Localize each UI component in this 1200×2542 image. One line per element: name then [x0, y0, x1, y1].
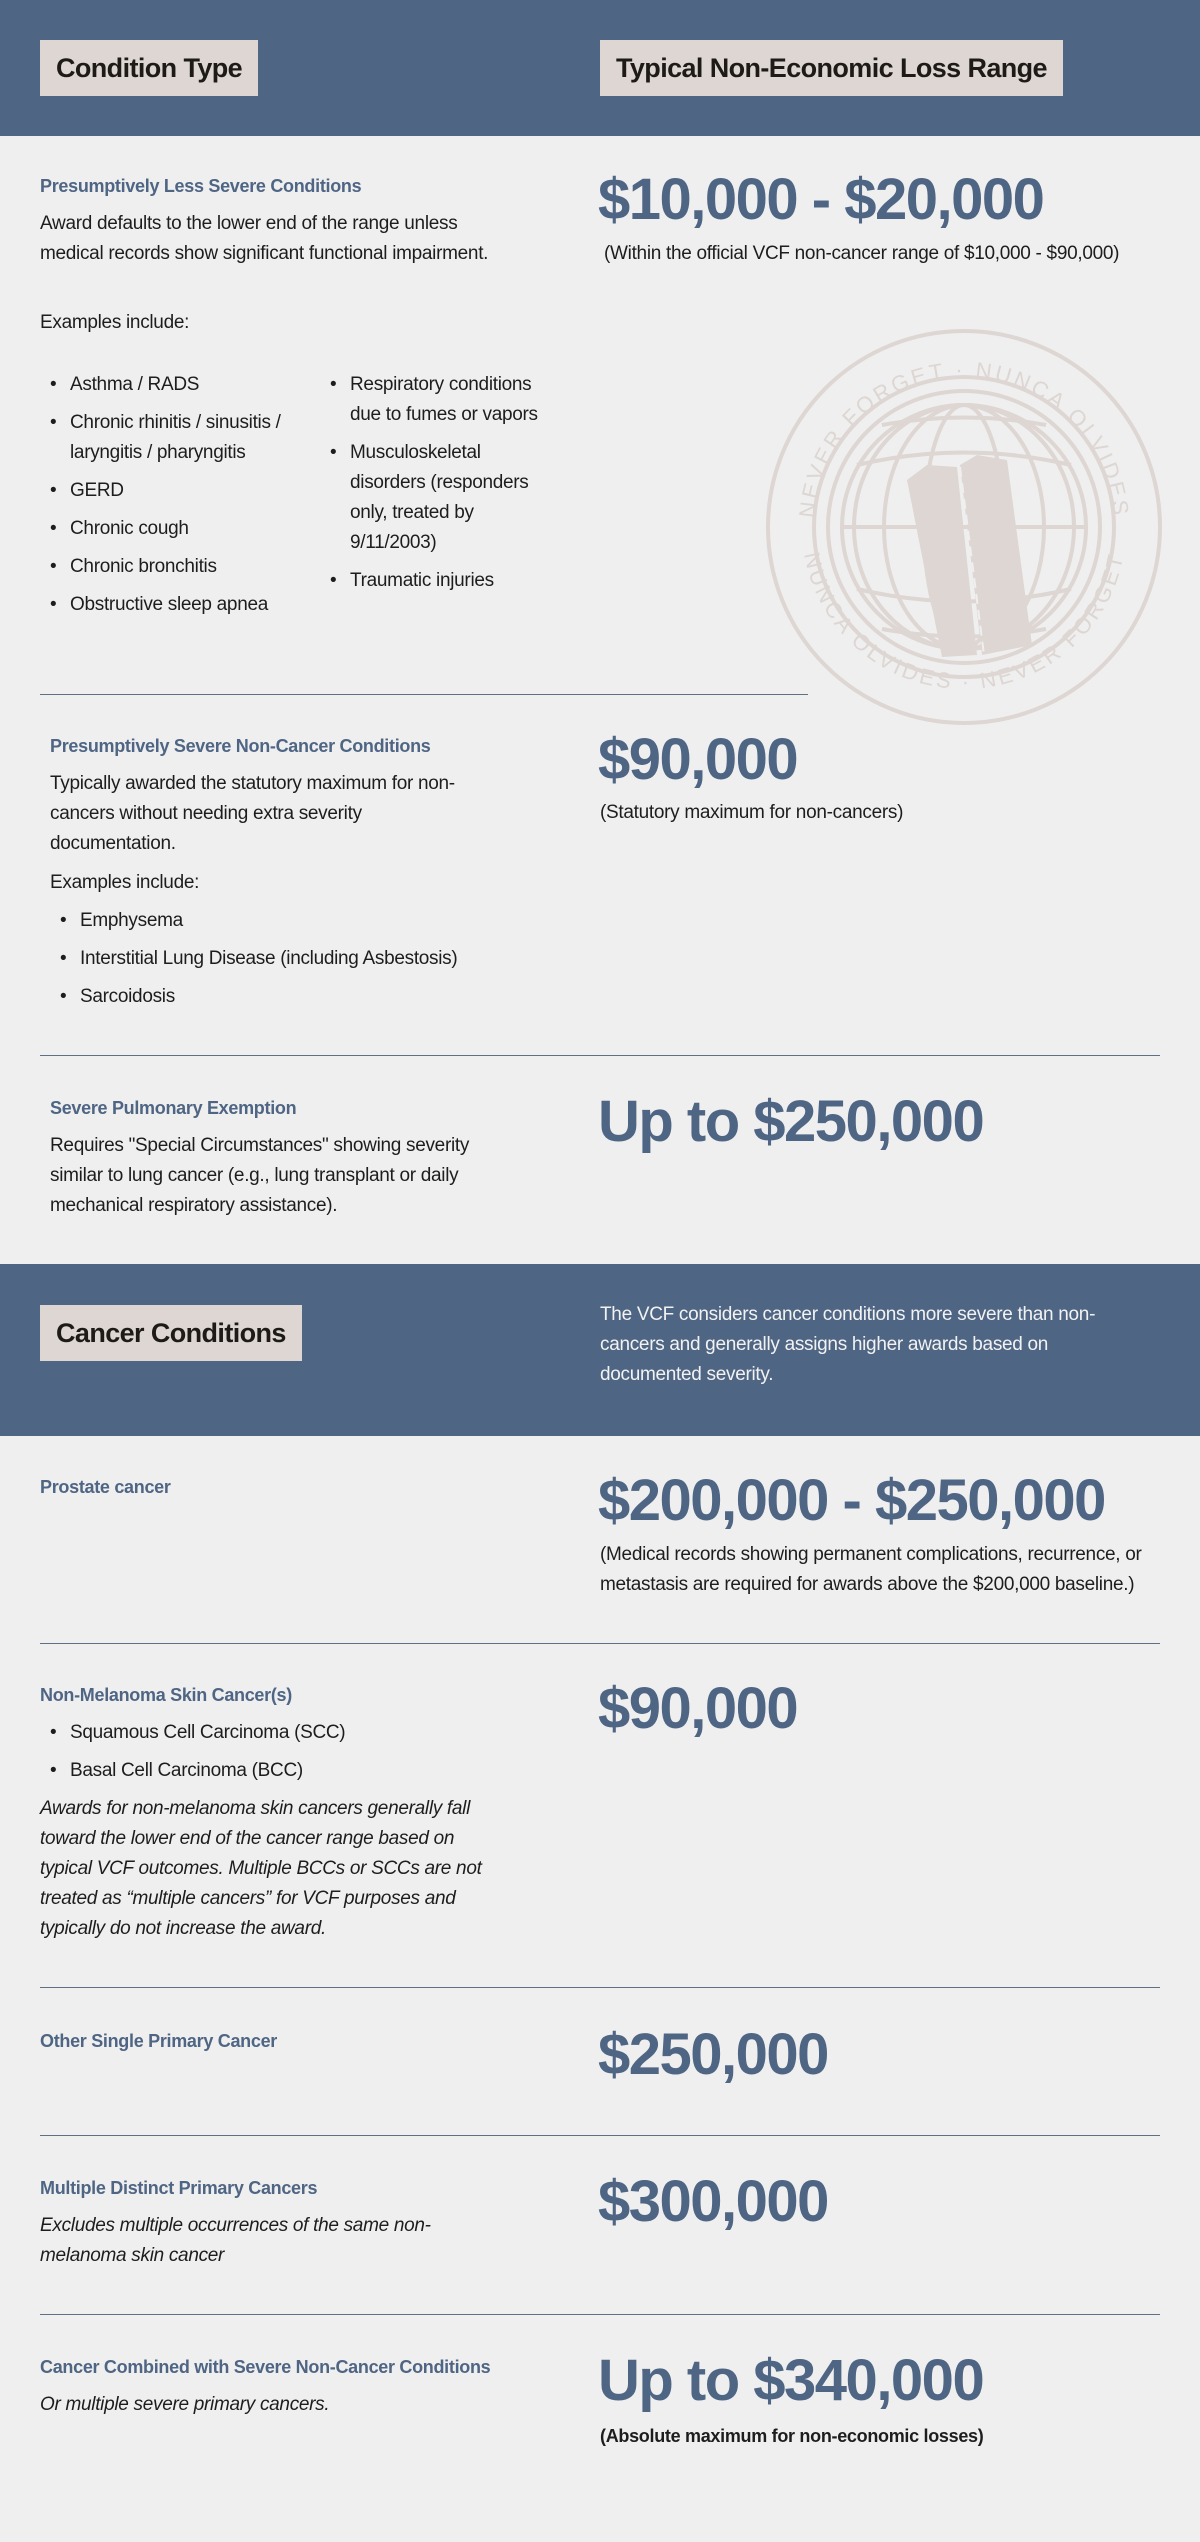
note-prostate: (Medical records showing permanent complications, recurrence, or metastasis are required for awards above the $200,000 baseline.) — [600, 1544, 1142, 1595]
column-header-loss-range: Typical Non-Economic Loss Range — [600, 40, 1063, 96]
note-combined: (Absolute maximum for non-economic losses) — [600, 2426, 984, 2446]
row-title-combined: Cancer Combined with Severe Non-Cancer Conditions — [40, 2357, 491, 2377]
note-severe-non-cancer: (Statutory maximum for non-cancers) — [600, 802, 904, 823]
row-description-multiple-primary: Excludes multiple occurrences of the same non-melanoma skin cancer — [40, 2215, 431, 2266]
never-forget-seal-icon — [762, 325, 1166, 729]
row-description-less-severe: Award defaults to the lower end of the range unless medical records show significant functional impairment. — [40, 213, 489, 264]
cancer-conditions-label: Cancer Conditions — [40, 1305, 302, 1361]
row-divider — [40, 1055, 1160, 1056]
list-item: • Obstructive sleep apnea — [40, 590, 320, 620]
row-title-multiple-primary: Multiple Distinct Primary Cancers — [40, 2178, 318, 2198]
row-description-severe-non-cancer: Typically awarded the statutory maximum for non-cancers without needing extra severity documentation. — [50, 773, 455, 854]
amount-severe-pulmonary: Up to $250,000 — [598, 1089, 984, 1154]
row-divider — [40, 2314, 1160, 2315]
examples-label-severe-non-cancer: Examples include: — [50, 872, 200, 893]
svg-text:NEVER FORGET · NUNCA OLVIDES: NEVER FORGET · NUNCA OLVIDES — [794, 356, 1134, 520]
list-item: • Chronic rhinitis / sinusitis / laryngitis / pharyngitis — [40, 408, 320, 468]
amount-prostate: $200,000 - $250,000 — [598, 1468, 1105, 1533]
list-item: • Musculoskeletal disorders (responders only, treated by 9/11/2003) — [320, 438, 560, 558]
row-divider — [40, 1987, 1160, 1988]
amount-combined: Up to $340,000 — [598, 2348, 984, 2413]
amount-single-primary: $250,000 — [598, 2022, 828, 2087]
examples-list-severe-non-cancer — [50, 906, 550, 1020]
examples-list-non-melanoma — [40, 1718, 540, 1794]
examples-list-less-severe-col2 — [320, 370, 560, 604]
list-item: • Interstitial Lung Disease (including Asbestosis) — [50, 944, 550, 974]
row-divider — [40, 694, 808, 695]
list-item: • Sarcoidosis — [50, 982, 550, 1012]
column-header-condition-type: Condition Type — [40, 40, 258, 96]
list-item: • Squamous Cell Carcinoma (SCC) — [40, 1718, 540, 1748]
list-item: • Asthma / RADS — [40, 370, 320, 400]
list-item: • Basal Cell Carcinoma (BCC) — [40, 1756, 540, 1786]
svg-text:NUNCA OLVIDES · NEVER FORGET: NUNCA OLVIDES · NEVER FORGET — [799, 549, 1129, 695]
row-description-combined: Or multiple severe primary cancers. — [40, 2394, 330, 2415]
list-item: • Chronic cough — [40, 514, 320, 544]
list-item: • Respiratory conditions due to fumes or vapors — [320, 370, 560, 430]
list-item: • Chronic bronchitis — [40, 552, 320, 582]
row-title-severe-pulmonary: Severe Pulmonary Exemption — [50, 1098, 297, 1118]
list-item: • GERD — [40, 476, 320, 506]
row-title-less-severe: Presumptively Less Severe Conditions — [40, 176, 362, 196]
examples-list-less-severe-col1 — [40, 370, 320, 628]
amount-non-melanoma: $90,000 — [598, 1676, 798, 1741]
row-title-single-primary: Other Single Primary Cancer — [40, 2031, 277, 2051]
row-description-non-melanoma: Awards for non-melanoma skin cancers generally fall toward the lower end of the cancer range based on typical VCF outcomes. Multiple BCCs or SCCs are not treated as “multiple cancers” for VCF purposes and typically do not increase the award. — [40, 1798, 482, 1939]
row-title-severe-non-cancer: Presumptively Severe Non-Cancer Conditions — [50, 736, 431, 756]
list-item: • Emphysema — [50, 906, 550, 936]
list-item: • Traumatic injuries — [320, 566, 560, 596]
note-less-severe: (Within the official VCF non-cancer range of $10,000 - $90,000) — [604, 243, 1120, 264]
row-divider — [40, 2135, 1160, 2136]
amount-multiple-primary: $300,000 — [598, 2169, 828, 2234]
row-title-prostate: Prostate cancer — [40, 1477, 171, 1497]
row-description-severe-pulmonary: Requires "Special Circumstances" showing severity similar to lung cancer (e.g., lung transplant or daily mechanical respiratory assistance). — [50, 1135, 470, 1216]
cancer-section-description: The VCF considers cancer conditions more severe than non-cancers and generally assigns higher awards based on documented severity. — [600, 1304, 1096, 1385]
examples-label-less-severe: Examples include: — [40, 312, 190, 333]
amount-severe-non-cancer: $90,000 — [598, 727, 798, 792]
row-title-non-melanoma: Non-Melanoma Skin Cancer(s) — [40, 1685, 292, 1705]
row-divider — [40, 1643, 1160, 1644]
amount-less-severe: $10,000 - $20,000 — [598, 167, 1044, 232]
